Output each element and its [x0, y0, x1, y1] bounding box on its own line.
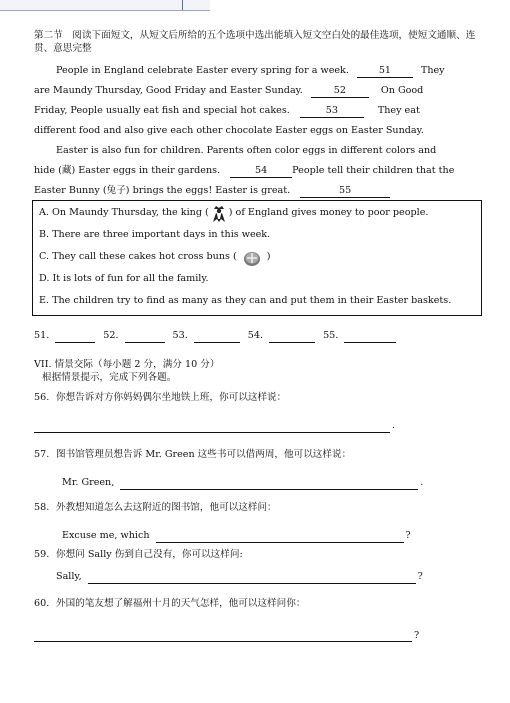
answer-blank-52[interactable]	[125, 330, 165, 343]
blank-52[interactable]: 52	[311, 85, 369, 98]
option-b: B. There are three important days in this week.	[39, 229, 271, 241]
answer-54: 54.	[248, 330, 315, 343]
hot-cross-bun-icon	[243, 249, 261, 267]
top-strip-marker	[182, 0, 183, 10]
passage-line: Easter is also fun for children. Parents often color eggs in different colors and	[56, 144, 437, 156]
passage	[34, 58, 486, 198]
answer-blank-53[interactable]	[194, 330, 240, 343]
blank-51[interactable]: 51	[357, 65, 413, 78]
passage-text: are Maundy Thursday, Good Friday and Easter Sunday.	[34, 84, 303, 96]
blank-55[interactable]: 55	[300, 185, 390, 198]
answer-51: 51.	[34, 330, 95, 343]
answer-line-58: Excuse me, which ?	[62, 529, 411, 541]
option-a	[39, 203, 475, 225]
question-57: 57. 图书馆管理员想告诉 Mr. Green 这些书可以借两周，他可以这样说：	[34, 448, 352, 460]
answer-line-59: Sally, ?	[56, 570, 423, 582]
option-text: )	[266, 251, 271, 263]
passage-line	[34, 58, 486, 78]
options-box	[32, 200, 482, 316]
section-subtitle: 根据情景提示，完成下列各题。	[42, 371, 177, 383]
answer-input-57[interactable]	[120, 476, 418, 490]
question-59: 59. 你想问 Sally 伤到自己没有，你可以这样问:	[34, 548, 243, 560]
option-c	[39, 247, 475, 269]
worksheet-page	[34, 30, 486, 642]
answer-line-56: .	[34, 419, 486, 433]
passage-text: On Good	[380, 84, 424, 96]
passage-text: People tell their children that the	[292, 164, 455, 176]
option-e: E. The children try to find as many as they can and put them in their Easter baskets.	[39, 295, 452, 307]
passage-line	[34, 158, 486, 178]
passage-text: People in England celebrate Easter every spring for a week.	[56, 64, 349, 76]
question-58: 58. 外教想知道怎么去这附近的图书馆，他可以这样问：	[34, 501, 277, 513]
answer-input-56[interactable]	[34, 419, 390, 433]
answer-line-57: Mr. Green, .	[62, 476, 424, 488]
question-56: 56. 你想告诉对方你妈妈偶尔坐地铁上班，你可以这样说：	[34, 391, 287, 403]
answer-input-59[interactable]	[88, 570, 416, 584]
answer-blank-55[interactable]	[344, 330, 396, 343]
passage-text: hide (藏) Easter eggs in their gardens.	[34, 164, 221, 176]
passage-line: different food and also give each other chocolate Easter eggs on Easter Sunday.	[34, 124, 424, 136]
answer-53: 53.	[173, 330, 240, 343]
answer-line-60: ?	[34, 628, 486, 642]
king-icon	[211, 205, 227, 223]
top-strip	[0, 0, 210, 11]
answer-blank-54[interactable]	[269, 330, 315, 343]
answer-row	[34, 330, 486, 343]
answer-input-58[interactable]	[156, 529, 404, 543]
passage-text: Easter Bunny (兔子) brings the eggs! Easter is great.	[34, 184, 291, 196]
question-60: 60. 外国的笔友想了解福州十月的天气怎样，他可以这样问你：	[34, 597, 306, 609]
option-text: A. On Maundy Thursday, the king (	[39, 207, 209, 219]
blank-53[interactable]: 53	[300, 105, 364, 118]
option-text: ) of England gives money to poor people.	[228, 207, 429, 219]
passage-line	[34, 78, 486, 98]
passage-text: Friday, People usually eat fish and special hot cakes.	[34, 104, 290, 116]
answer-52: 52.	[103, 330, 164, 343]
option-text: C. They call these cakes hot cross buns (	[39, 251, 237, 263]
answer-blank-51[interactable]	[55, 330, 95, 343]
blank-54[interactable]: 54	[230, 165, 292, 178]
option-d: D. It is lots of fun for all the family.	[39, 273, 209, 285]
section-instruction: 第二节 阅读下面短文，从短文后所给的五个选项中选出能填入短文空白处的最佳选项，使短文通顺、连贯、意思完整	[34, 30, 476, 54]
passage-line	[34, 178, 486, 198]
section-vii	[34, 359, 486, 643]
answer-55: 55.	[323, 330, 396, 343]
passage-text: They eat	[377, 104, 420, 116]
passage-text: They	[420, 64, 445, 76]
section-title: VII. 情景交际（每小题 2 分，满分 10 分）	[34, 358, 220, 370]
passage-line	[34, 98, 486, 118]
answer-input-60[interactable]	[34, 628, 412, 642]
